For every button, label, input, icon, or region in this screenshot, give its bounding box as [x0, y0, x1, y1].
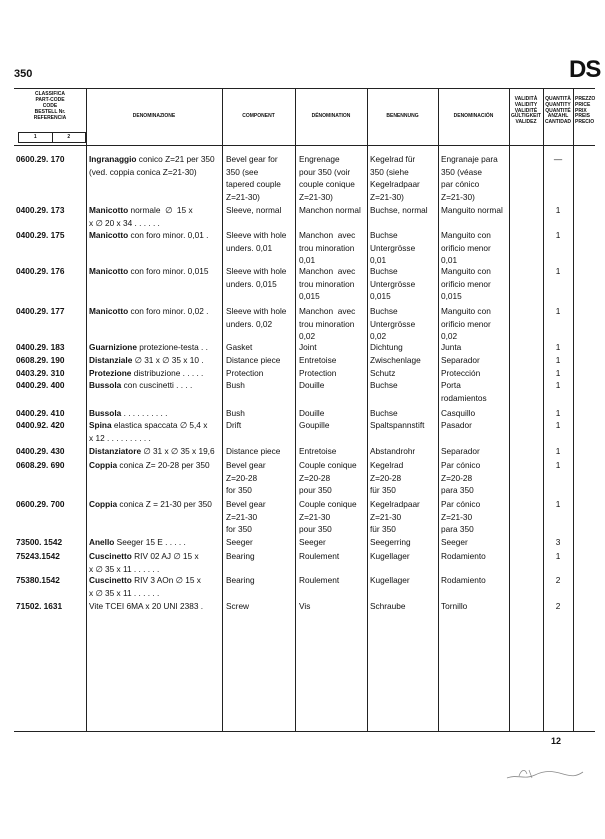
- denominacion-cell: Separador: [441, 355, 480, 365]
- denominacion-cell: Junta: [441, 342, 462, 352]
- denominazione-text: RIV 02 AJ ∅ 15 x x ∅ 35 x 11 . . . . . .: [89, 551, 199, 574]
- denominacion-cell: Manguito con orificio menor 0,015: [441, 266, 491, 301]
- denominazione-text: protezione-testa . .: [136, 342, 208, 352]
- denominazione-cell: [89, 229, 208, 242]
- header-component: COMPONENT: [242, 113, 275, 120]
- denominazione-bold-term: Spina: [89, 420, 112, 430]
- quantity-cell: 1: [555, 551, 561, 561]
- component-cell: Bush: [226, 380, 245, 390]
- denominazione-bold-term: Manicotto: [89, 306, 129, 316]
- component-cell: Bevel gear Z=21-30 for 350: [226, 499, 266, 534]
- denominazione-bold-term: Bussola: [89, 380, 122, 390]
- quantity-cell: 1: [555, 306, 561, 316]
- quantity-cell: 2: [555, 575, 561, 585]
- denominazione-cell: [89, 600, 203, 613]
- header-validita: VALIDITÀ VALIDITY VALIDITÉ GÜLTIGKEIT VALIDEZ: [511, 96, 541, 125]
- col-divider: [295, 89, 296, 731]
- quantity-cell: 2: [555, 601, 561, 611]
- denominazione-bold-term: Cuscinetto: [89, 551, 132, 561]
- header-divider: [14, 145, 595, 146]
- quantity-cell: 1: [555, 342, 561, 352]
- denominazione-cell: [89, 367, 203, 380]
- denominazione-cell: [89, 536, 186, 549]
- denomination-cell: Couple conique Z=20-28 pour 350: [299, 460, 357, 495]
- quantity-cell: 1: [555, 368, 561, 378]
- header-benennung: BENENNUNG: [386, 113, 419, 120]
- benennung-cell: Abstandrohr: [370, 446, 416, 456]
- quantity-cell: 1: [555, 266, 561, 276]
- denominacion-cell: Pasador: [441, 420, 472, 430]
- component-cell: Bearing: [226, 551, 255, 561]
- denominazione-bold-term: Bussola: [89, 408, 122, 418]
- denominazione-cell: [89, 419, 207, 444]
- denominacion-cell: Par cónico Z=21-30 para 350: [441, 499, 481, 534]
- header-code-sub-2: 2: [67, 134, 71, 140]
- denominacion-cell: Porta rodamientos: [441, 380, 487, 403]
- denomination-cell: Seeger: [299, 537, 326, 547]
- col-divider: [509, 89, 510, 731]
- denominacion-cell: Par cónico Z=20-28 para 350: [441, 460, 481, 495]
- denominacion-cell: Separador: [441, 446, 480, 456]
- denominazione-text: ∅ 31 x ∅ 35 x 19,6: [141, 446, 215, 456]
- denominacion-cell: Rodamiento: [441, 551, 486, 561]
- denominazione-cell: [89, 407, 167, 420]
- benennung-cell: Buchse: [370, 408, 398, 418]
- denomination-cell: Vis: [299, 601, 311, 611]
- denominazione-cell: [89, 354, 204, 367]
- header-code: CLASSIFICA PART-CODE CODE BESTELL Nr. REFERENCIA: [33, 91, 67, 121]
- denomination-cell: Roulement: [299, 551, 340, 561]
- benennung-cell: Zwischenlage: [370, 355, 421, 365]
- benennung-cell: Dichtung: [370, 342, 403, 352]
- part-code-cell: 0400.29. 176: [16, 266, 65, 276]
- component-cell: Sleeve with hole unders. 0,015: [226, 266, 287, 289]
- header-denomination: DÉNOMINATION: [311, 113, 351, 120]
- benennung-cell: Buchse Untergrösse 0,015: [370, 266, 416, 301]
- quantity-cell: 1: [555, 355, 561, 365]
- header-code-sub-1: 1: [19, 133, 53, 142]
- denominazione-text: con foro minor. 0,01 .: [128, 230, 209, 240]
- denominazione-bold-term: Manicotto: [89, 230, 129, 240]
- denominazione-bold-term: Coppia: [89, 460, 118, 470]
- denominazione-text: . . . . . . . . . .: [121, 408, 168, 418]
- denominazione-cell: [89, 204, 193, 229]
- benennung-cell: Buchse Untergrösse 0,02: [370, 306, 416, 341]
- denominazione-bold-term: Distanziatore: [89, 446, 142, 456]
- component-cell: Bevel gear Z=20-28 for 350: [226, 460, 266, 495]
- scribble-mark: [505, 762, 585, 784]
- quantity-cell: 1: [555, 380, 561, 390]
- denominacion-cell: Protección: [441, 368, 481, 378]
- col-divider: [438, 89, 439, 731]
- denomination-cell: Entretoise: [299, 355, 337, 365]
- denominazione-cell: [89, 305, 208, 318]
- part-code-cell: 0400.29. 175: [16, 230, 65, 240]
- component-cell: Sleeve, normal: [226, 205, 282, 215]
- component-cell: Sleeve with hole unders. 0,01: [226, 230, 287, 253]
- denominazione-text: RIV 3 AOn ∅ 15 x x ∅ 35 x 11 . . . . . .: [89, 575, 201, 598]
- denominacion-cell: Engranaje para 350 (véase par cónico Z=21-30): [441, 154, 498, 202]
- denominazione-bold-term: Protezione: [89, 368, 132, 378]
- component-cell: Screw: [226, 601, 250, 611]
- benennung-cell: Schutz: [370, 368, 396, 378]
- denominazione-cell: [89, 265, 208, 278]
- denominazione-text: ∅ 31 x ∅ 35 x 10 .: [132, 355, 204, 365]
- part-code-cell: 0608.29. 690: [16, 460, 65, 470]
- benennung-cell: Buchse, normal: [370, 205, 428, 215]
- benennung-cell: Spaltspannstift: [370, 420, 425, 430]
- denomination-cell: Douille: [299, 380, 325, 390]
- component-cell: Drift: [226, 420, 242, 430]
- col-divider: [543, 89, 544, 731]
- benennung-cell: Buchse: [370, 380, 398, 390]
- part-code-cell: 71502. 1631: [16, 601, 63, 611]
- denominazione-bold-term: Coppia: [89, 499, 118, 509]
- denomination-cell: Manchon avec trou minoration 0,01: [299, 230, 356, 265]
- denominazione-text: conica Z = 21-30 per 350: [117, 499, 212, 509]
- component-cell: Bearing: [226, 575, 255, 585]
- denominacion-cell: Seeger: [441, 537, 468, 547]
- benennung-cell: Kegelradpaar Z=21-30 für 350: [370, 499, 420, 534]
- part-code-cell: 73500. 1542: [16, 537, 63, 547]
- component-cell: Distance piece: [226, 446, 281, 456]
- quantity-cell: 1: [555, 460, 561, 470]
- denominazione-text: con foro minor. 0,015: [128, 266, 209, 276]
- component-cell: Seeger: [226, 537, 253, 547]
- part-code-cell: 75380.1542: [16, 575, 60, 585]
- page-number: 350: [14, 68, 33, 80]
- denominazione-bold-term: Guarnizione: [89, 342, 137, 352]
- denomination-cell: Roulement: [299, 575, 340, 585]
- col-divider: [573, 89, 574, 731]
- denominazione-bold-term: Distanziale: [89, 355, 133, 365]
- denominazione-text: conica Z= 20-28 per 350: [117, 460, 210, 470]
- denominazione-bold-term: Manicotto: [89, 266, 129, 276]
- denominazione-bold-term: Cuscinetto: [89, 575, 132, 585]
- denomination-cell: Protection: [299, 368, 337, 378]
- header-quantita: QUANTITÀ QUANTITY QUANTITÉ ANZAHL CANTIDAD: [544, 96, 572, 125]
- benennung-cell: Kegelrad für 350 (siehe Kegelradpaar Z=21-30): [370, 154, 420, 202]
- denominazione-cell: [89, 445, 215, 458]
- component-cell: Sleeve with hole unders. 0,02: [226, 306, 287, 329]
- part-code-cell: 0400.92. 420: [16, 420, 65, 430]
- part-code-cell: 0400.29. 400: [16, 380, 65, 390]
- denominacion-cell: Casquillo: [441, 408, 476, 418]
- part-code-cell: 0608.29. 190: [16, 355, 65, 365]
- denominazione-text: con foro minor. 0,02 .: [128, 306, 209, 316]
- denominazione-text: conico Z=21 per 350 (ved. coppia conica Z=21-30): [89, 154, 215, 177]
- benennung-cell: Kugellager: [370, 551, 410, 561]
- denominazione-bold-term: Manicotto: [89, 205, 129, 215]
- denominazione-cell: [89, 550, 199, 575]
- benennung-cell: Seegerring: [370, 537, 411, 547]
- brand-logo: DS: [569, 56, 601, 83]
- denominazione-bold-term: Ingranaggio: [89, 154, 137, 164]
- quantity-cell: 3: [555, 537, 561, 547]
- denominazione-cell: [89, 341, 208, 354]
- denomination-cell: Manchon avec trou minoration 0,02: [299, 306, 356, 341]
- denomination-cell: Douille: [299, 408, 325, 418]
- denominazione-cell: [89, 498, 212, 511]
- denominazione-bold-term: Anello: [89, 537, 115, 547]
- benennung-cell: Buchse Untergrösse 0,01: [370, 230, 416, 265]
- component-cell: Bush: [226, 408, 245, 418]
- part-code-cell: 0600.29. 700: [16, 499, 65, 509]
- part-code-cell: 0400.29. 430: [16, 446, 65, 456]
- quantity-cell: —: [553, 154, 563, 164]
- parts-table: [14, 88, 595, 732]
- denominazione-text: elastica spaccata ∅ 5,4 x x 12 . . . . . . . . . .: [89, 420, 208, 443]
- denominazione-text: Seeger 15 E . . . . .: [114, 537, 186, 547]
- component-cell: Bevel gear for 350 (see tapered couple Z=21-30): [226, 154, 281, 202]
- part-code-cell: 75243.1542: [16, 551, 60, 561]
- denominazione-text: con cuscinetti . . . .: [121, 380, 193, 390]
- denominacion-cell: Manguito con orificio menor 0,02: [441, 306, 491, 341]
- denominazione-cell: [89, 459, 210, 472]
- benennung-cell: Kugellager: [370, 575, 410, 585]
- denomination-cell: Engrenage pour 350 (voir couple conique Z=21-30): [299, 154, 355, 202]
- denomination-cell: Entretoise: [299, 446, 337, 456]
- header-denominazione: DENOMINAZIONE: [132, 113, 176, 120]
- component-cell: Protection: [226, 368, 264, 378]
- quantity-cell: 1: [555, 205, 561, 215]
- header-denominacion: DENOMINACIÓN: [453, 113, 494, 120]
- quantity-cell: 1: [555, 408, 561, 418]
- denominazione-cell: [89, 574, 201, 599]
- denomination-cell: Manchon avec trou minoration 0,015: [299, 266, 356, 301]
- denomination-cell: Joint: [299, 342, 317, 352]
- col-divider: [86, 89, 87, 731]
- quantity-cell: 1: [555, 230, 561, 240]
- denominacion-cell: Manguito con orificio menor 0,01: [441, 230, 491, 265]
- denominazione-cell: [89, 379, 192, 392]
- component-cell: Gasket: [226, 342, 253, 352]
- denominazione-text: normale ∅ 15 x x ∅ 20 x 34 . . . . . .: [89, 205, 193, 228]
- header-prezzo: PREZZO PRICE PRIX PREIS PRECIO: [575, 96, 596, 125]
- denomination-cell: Couple conique Z=21-30 pour 350: [299, 499, 357, 534]
- col-divider: [222, 89, 223, 731]
- part-code-cell: 0600.29. 170: [16, 154, 65, 164]
- part-code-cell: 0403.29. 310: [16, 368, 65, 378]
- quantity-cell: 1: [555, 446, 561, 456]
- component-cell: Distance piece: [226, 355, 281, 365]
- part-code-cell: 0400.29. 410: [16, 408, 65, 418]
- denominazione-text: distribuzione . . . . .: [131, 368, 204, 378]
- denominazione-cell: [89, 153, 215, 178]
- denomination-cell: Manchon normal: [299, 205, 361, 215]
- part-code-cell: 0400.29. 183: [16, 342, 65, 352]
- part-code-cell: 0400.29. 177: [16, 306, 65, 316]
- denomination-cell: Goupille: [299, 420, 330, 430]
- bottom-page-number: 12: [551, 736, 562, 746]
- quantity-cell: 1: [555, 499, 561, 509]
- benennung-cell: Kegelrad Z=20-28 für 350: [370, 460, 404, 495]
- denominacion-cell: Rodamiento: [441, 575, 486, 585]
- part-code-cell: 0400.29. 173: [16, 205, 65, 215]
- quantity-cell: 1: [555, 420, 561, 430]
- header-code-sub: [18, 132, 86, 143]
- denominacion-cell: Manguito normal: [441, 205, 503, 215]
- denominazione-text: Vite TCEI 6MA x 20 UNI 2383 .: [89, 601, 204, 611]
- col-divider: [367, 89, 368, 731]
- benennung-cell: Schraube: [370, 601, 406, 611]
- denominacion-cell: Tornillo: [441, 601, 468, 611]
